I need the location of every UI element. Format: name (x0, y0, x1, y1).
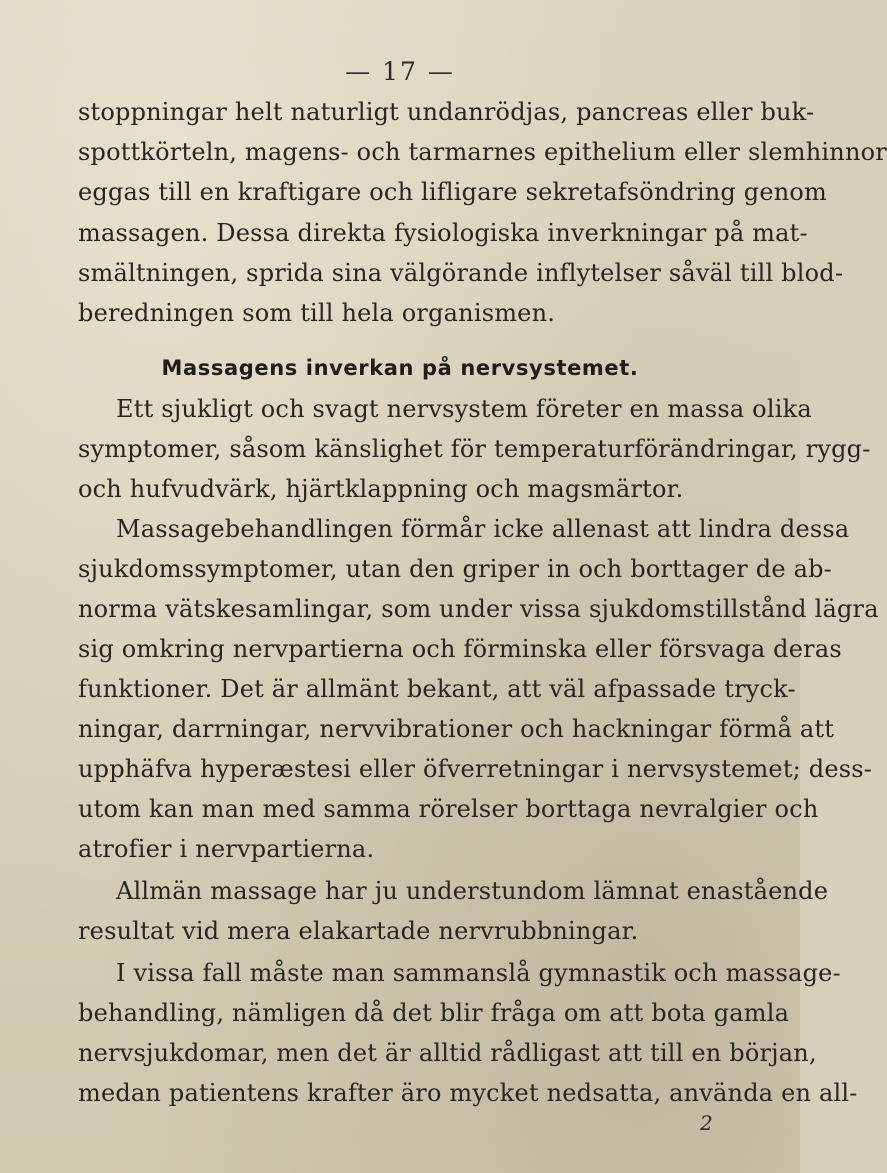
text-line: norma vätskesamlingar, som under vissa sjukdomstillstånd lägra (78, 595, 879, 623)
text-line: I vissa fall måste man sammanslå gymnastik och massage- (116, 959, 841, 987)
text-line: symptomer, såsom känslighet för temperaturförändringar, rygg- (78, 435, 871, 463)
text-line: resultat vid mera elakartade nervrubbningar. (78, 917, 639, 945)
text-line: Allmän massage har ju understundom lämnat enastående (116, 877, 829, 905)
text-line: behandling, nämligen då det blir fråga om att bota gamla (78, 999, 790, 1027)
text-line: upphäfva hyperæstesi eller öfverretningar i nervsystemet; dess- (78, 755, 873, 783)
text-line: beredningen som till hela organismen. (78, 299, 556, 327)
text-line: atrofier i nervpartierna. (78, 835, 375, 863)
text-line: ningar, darrningar, nervvibrationer och hackningar förmå att (78, 715, 835, 743)
text-line: Massagebehandlingen förmår icke allenast att lindra dessa (116, 515, 850, 543)
text-line: nervsjukdomar, men det är alltid rådligast att till en början, (78, 1039, 817, 1067)
text-line: funktioner. Det är allmänt bekant, att väl afpassade tryck- (78, 675, 796, 703)
text-line: smältningen, sprida sina välgörande inflytelser såväl till blod- (78, 259, 844, 287)
text-line: Ett sjukligt och svagt nervsystem företer en massa olika (116, 395, 812, 423)
text-line: medan patientens krafter äro mycket nedsatta, använda en all- (78, 1079, 858, 1107)
text-line: sjukdomssymptomer, utan den griper in och borttager de ab- (78, 555, 832, 583)
text-line: stoppningar helt naturligt undanrödjas, pancreas eller buk- (78, 98, 815, 126)
page-number: — 17 — (345, 57, 455, 86)
section-heading: Massagens inverkan på nervsystemet. (161, 356, 639, 380)
text-line: massagen. Dessa direkta fysiologiska inverkningar på mat- (78, 219, 808, 247)
text-line: sig omkring nervpartierna och förminska eller försvaga deras (78, 635, 842, 663)
text-line: spottkörteln, magens- och tarmarnes epithelium eller slemhinnor (78, 138, 887, 166)
text-line: eggas till en kraftigare och lifligare sekretafsöndring genom (78, 178, 828, 206)
text-line: utom kan man med samma rörelser borttaga nevralgier och (78, 795, 819, 823)
text-line: och hufvudvärk, hjärtklappning och magsmärtor. (78, 475, 684, 503)
signature-mark: 2 (700, 1111, 713, 1135)
